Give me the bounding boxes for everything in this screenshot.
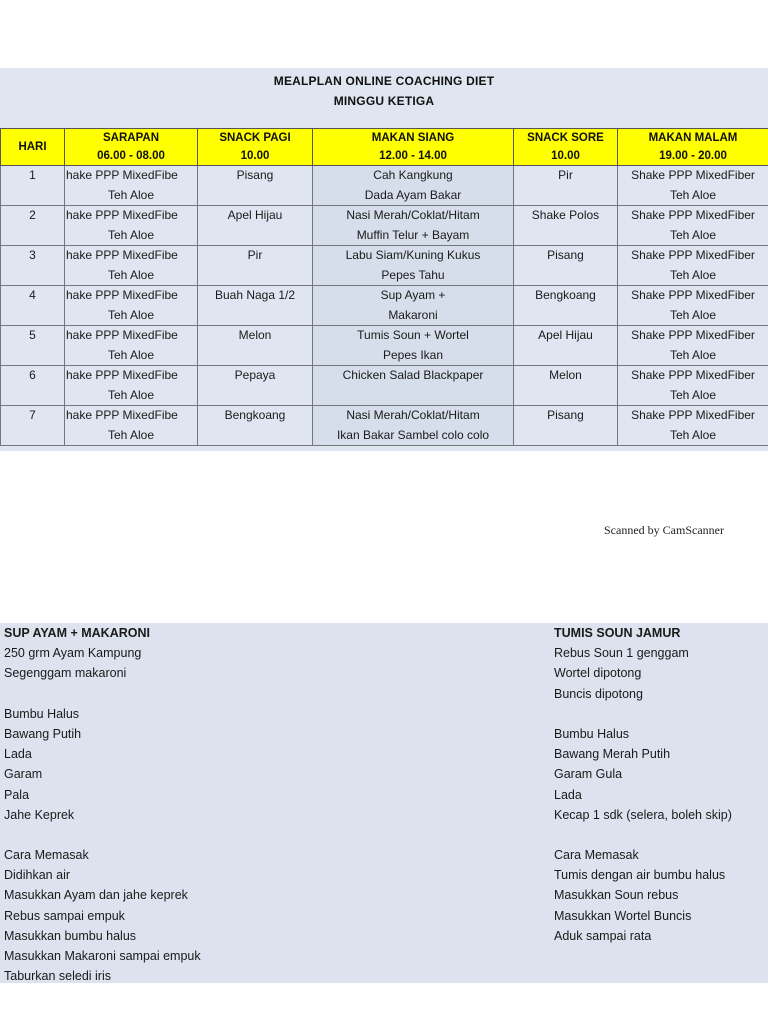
cell-makan-malam	[618, 326, 768, 366]
recipe-line: Masukkan Wortel Buncis	[554, 908, 692, 923]
cell-makan-siang	[313, 246, 514, 286]
cell-sarapan	[65, 366, 198, 406]
recipe-line	[4, 684, 524, 704]
cell-makan-siang	[313, 326, 514, 366]
cell-sarapan-line-1: hake PPP MixedFibe	[66, 168, 178, 182]
recipe-line: Garam	[4, 767, 43, 782]
cell-sarapan-line-2: Teh Aloe	[107, 387, 155, 402]
cell-sarapan	[65, 246, 198, 286]
recipe-line: Cara Memasak	[554, 848, 639, 863]
cell-snack-pagi	[198, 406, 313, 446]
recipe-line: Bawang Merah Putih	[554, 747, 671, 762]
recipe-line: Buncis dipotong	[554, 686, 643, 701]
cell-makan-malam-line-2: Teh Aloe	[669, 387, 717, 402]
recipe-tumis-soun-jamur	[554, 623, 768, 946]
cell-hari	[1, 326, 65, 366]
header-snack-sore: SNACK SORE 10.00	[514, 129, 618, 166]
cell-makan-malam-line-1: Shake PPP MixedFiber	[631, 328, 755, 342]
cell-sarapan-line-2: Teh Aloe	[107, 347, 155, 362]
cell-makan-siang-line-2: Pepes Ikan	[382, 347, 444, 362]
cell-snack-pagi	[198, 366, 313, 406]
table-row	[1, 366, 768, 406]
cell-snack-pagi-line-1: Apel Hijau	[227, 208, 283, 222]
recipe-line: Bumbu Halus	[4, 706, 80, 721]
cell-sarapan-line-2: Teh Aloe	[107, 267, 155, 282]
cell-sarapan-line-1: hake PPP MixedFibe	[66, 408, 178, 422]
recipe-line: Bawang Putih	[4, 726, 82, 741]
recipe-line: Jahe Keprek	[4, 807, 75, 822]
recipe-line: 250 grm Ayam Kampung	[4, 646, 142, 661]
cell-sarapan-line-1: hake PPP MixedFibe	[66, 208, 178, 222]
cell-makan-siang-line-2: Muffin Telur + Bayam	[356, 227, 470, 242]
table-header-row	[1, 129, 768, 166]
cell-makan-malam	[618, 366, 768, 406]
cell-hari	[1, 406, 65, 446]
recipe-line: Masukkan bumbu halus	[4, 928, 137, 943]
cell-makan-malam-line-1: Shake PPP MixedFiber	[631, 288, 755, 302]
cell-sarapan	[65, 406, 198, 446]
cell-makan-malam-line-2: Teh Aloe	[669, 427, 717, 442]
cell-sarapan-line-1: hake PPP MixedFibe	[66, 248, 178, 262]
cell-sarapan-line-2: Teh Aloe	[107, 227, 155, 242]
cell-makan-malam-line-1: Shake PPP MixedFiber	[631, 248, 755, 262]
cell-makan-siang	[313, 366, 514, 406]
table-row	[1, 326, 768, 366]
cell-makan-malam-line-2: Teh Aloe	[669, 227, 717, 242]
cell-snack-sore	[514, 206, 618, 246]
cell-snack-sore-line-1: Melon	[549, 368, 582, 382]
recipe-title: TUMIS SOUN JAMUR	[554, 626, 681, 640]
recipe-line	[554, 704, 768, 724]
cell-snack-sore	[514, 406, 618, 446]
cell-makan-siang-line-1: Nasi Merah/Coklat/Hitam	[346, 208, 480, 222]
cell-hari	[1, 246, 65, 286]
recipes-sheet	[0, 623, 768, 983]
cell-makan-malam-line-2: Teh Aloe	[669, 267, 717, 282]
cell-makan-siang-line-1: Chicken Salad Blackpaper	[342, 368, 484, 382]
cell-snack-sore-line-1: Pir	[558, 168, 573, 182]
cell-sarapan-line-1: hake PPP MixedFibe	[66, 288, 178, 302]
cell-sarapan-line-2: Teh Aloe	[107, 307, 155, 322]
cell-makan-malam-line-2: Teh Aloe	[669, 187, 717, 202]
cell-hari-line-1: 2	[29, 208, 36, 222]
table-row	[1, 246, 768, 286]
recipe-title: SUP AYAM + MAKARONI	[4, 626, 150, 640]
recipe-line: Taburkan seledi iris	[4, 969, 111, 984]
cell-hari-line-1: 4	[29, 288, 36, 302]
cell-makan-malam	[618, 166, 768, 206]
cell-snack-sore-line-1: Shake Polos	[531, 208, 600, 222]
scanner-watermark: Scanned by CamScanner	[604, 523, 724, 537]
cell-snack-pagi	[198, 206, 313, 246]
recipe-line: Bumbu Halus	[554, 726, 630, 741]
header-sarapan: SARAPAN 06.00 - 08.00	[65, 129, 198, 166]
cell-hari-line-1: 7	[29, 408, 36, 422]
cell-sarapan	[65, 166, 198, 206]
mealplan-title	[0, 70, 768, 128]
cell-makan-siang-line-1: Labu Siam/Kuning Kukus	[345, 248, 481, 262]
table-row	[1, 166, 768, 206]
cell-hari-line-1: 3	[29, 248, 36, 262]
cell-makan-malam-line-2: Teh Aloe	[669, 307, 717, 322]
mealplan-table	[0, 128, 768, 446]
title-line-2: MINGGU KETIGA	[333, 94, 435, 108]
cell-makan-siang-line-2: Dada Ayam Bakar	[364, 187, 462, 202]
cell-makan-malam-line-1: Shake PPP MixedFiber	[631, 408, 755, 422]
header-makan-malam: MAKAN MALAM 19.00 - 20.00	[618, 129, 768, 166]
cell-makan-siang-line-1: Tumis Soun + Wortel	[357, 328, 469, 342]
cell-sarapan	[65, 326, 198, 366]
cell-makan-malam-line-1: Shake PPP MixedFiber	[631, 168, 755, 182]
recipe-line	[554, 825, 768, 845]
header-makan-siang: MAKAN SIANG 12.00 - 14.00	[313, 129, 514, 166]
cell-makan-siang	[313, 166, 514, 206]
cell-sarapan-line-1: hake PPP MixedFibe	[66, 328, 178, 342]
cell-snack-sore-line-1: Pisang	[547, 408, 584, 422]
title-line-1: MEALPLAN ONLINE COACHING DIET	[273, 74, 495, 88]
cell-snack-sore	[514, 166, 618, 206]
cell-snack-pagi-line-1: Bengkoang	[224, 408, 286, 422]
cell-makan-siang	[313, 406, 514, 446]
cell-makan-siang-line-2: Ikan Bakar Sambel colo colo	[336, 427, 490, 442]
cell-snack-pagi-line-1: Pisang	[236, 168, 274, 182]
cell-sarapan-line-1: hake PPP MixedFibe	[66, 368, 178, 382]
cell-hari-line-1: 5	[29, 328, 36, 342]
cell-sarapan-line-2: Teh Aloe	[107, 187, 155, 202]
cell-makan-malam-line-2: Teh Aloe	[669, 347, 717, 362]
cell-snack-sore-line-1: Apel Hijau	[538, 328, 593, 342]
cell-snack-pagi	[198, 246, 313, 286]
recipe-line: Rebus sampai empuk	[4, 908, 125, 923]
header-snack-pagi: SNACK PAGI 10.00	[198, 129, 313, 166]
cell-makan-malam-line-1: Shake PPP MixedFiber	[631, 368, 755, 382]
cell-snack-sore	[514, 366, 618, 406]
cell-makan-malam	[618, 246, 768, 286]
cell-makan-siang-line-2: Pepes Tahu	[381, 267, 445, 282]
recipe-line: Aduk sampai rata	[554, 928, 652, 943]
table-row	[1, 406, 768, 446]
cell-makan-siang-line-1: Sup Ayam +	[380, 288, 446, 302]
cell-snack-pagi	[198, 286, 313, 326]
recipe-sup-ayam-makaroni	[4, 623, 524, 986]
recipe-line: Segenggam makaroni	[4, 666, 127, 681]
cell-makan-malam-line-1: Shake PPP MixedFiber	[631, 208, 755, 222]
cell-hari	[1, 206, 65, 246]
recipe-line: Cara Memasak	[4, 848, 89, 863]
cell-makan-siang	[313, 206, 514, 246]
recipe-line: Rebus Soun 1 genggam	[554, 646, 689, 661]
recipe-line: Lada	[4, 747, 32, 762]
recipe-line	[4, 825, 524, 845]
mealplan-sheet	[0, 68, 768, 451]
cell-hari	[1, 166, 65, 206]
cell-sarapan	[65, 286, 198, 326]
cell-makan-siang-line-1: Nasi Merah/Coklat/Hitam	[346, 408, 480, 422]
cell-sarapan	[65, 206, 198, 246]
cell-snack-pagi	[198, 326, 313, 366]
recipe-line: Garam Gula	[554, 767, 623, 782]
cell-sarapan-line-2: Teh Aloe	[107, 427, 155, 442]
cell-snack-pagi-line-1: Melon	[238, 328, 272, 342]
table-row	[1, 286, 768, 326]
cell-hari	[1, 366, 65, 406]
cell-hari	[1, 286, 65, 326]
recipe-line: Masukkan Ayam dan jahe keprek	[4, 888, 188, 903]
cell-hari-line-1: 6	[29, 368, 36, 382]
recipe-line: Wortel dipotong	[554, 666, 642, 681]
cell-makan-malam	[618, 206, 768, 246]
recipe-line: Tumis dengan air bumbu halus	[554, 868, 726, 883]
cell-snack-sore-line-1: Bengkoang	[535, 288, 596, 302]
cell-snack-sore	[514, 246, 618, 286]
cell-makan-siang-line-1: Cah Kangkung	[373, 168, 453, 182]
cell-snack-sore-line-1: Pisang	[547, 248, 584, 262]
cell-snack-pagi	[198, 166, 313, 206]
cell-hari-line-1: 1	[29, 168, 36, 182]
recipe-line: Pala	[4, 787, 30, 802]
cell-snack-sore	[514, 326, 618, 366]
header-hari: HARI	[1, 129, 65, 166]
recipe-line: Masukkan Soun rebus	[554, 888, 679, 903]
recipe-line: Didihkan air	[4, 868, 71, 883]
cell-makan-malam	[618, 286, 768, 326]
recipe-line: Kecap 1 sdk (selera, boleh skip)	[554, 807, 732, 822]
cell-makan-malam	[618, 406, 768, 446]
recipe-line: Masukkan Makaroni sampai empuk	[4, 949, 201, 963]
cell-snack-pagi-line-1: Buah Naga 1/2	[214, 288, 296, 302]
cell-makan-siang	[313, 286, 514, 326]
cell-makan-siang-line-2: Makaroni	[388, 307, 438, 322]
cell-snack-pagi-line-1: Pepaya	[234, 368, 276, 382]
cell-snack-sore	[514, 286, 618, 326]
cell-snack-pagi-line-1: Pir	[247, 248, 263, 262]
table-row	[1, 206, 768, 246]
recipe-line: Lada	[554, 787, 582, 802]
